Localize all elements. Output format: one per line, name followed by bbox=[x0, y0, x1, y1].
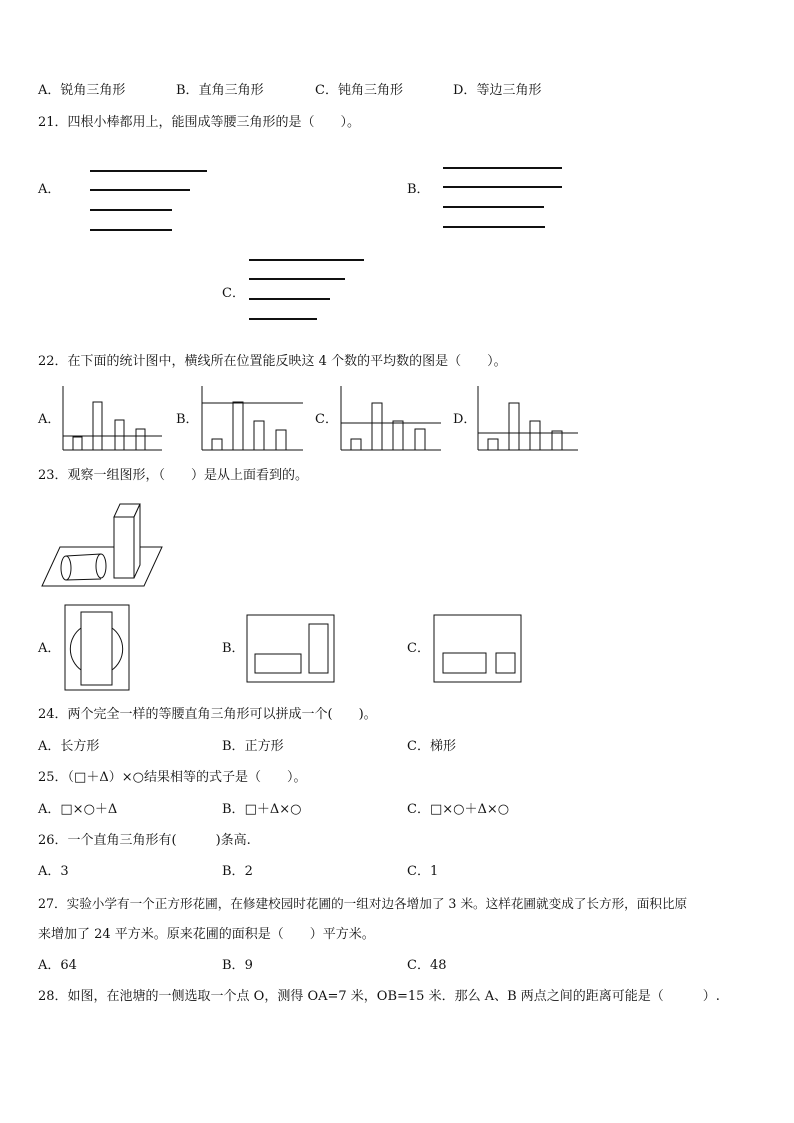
q22-label-a: A． bbox=[38, 412, 61, 427]
q28-stem: 28．如图，在池塘的一侧选取一个点 O，测得 OA=7 米，OB=15 米．那么 A、B 两点之间的距离可能是（ ）. bbox=[38, 989, 720, 1004]
q27-option-c: C．48 bbox=[407, 958, 447, 973]
bar bbox=[351, 439, 361, 450]
bar bbox=[73, 437, 82, 450]
cuboid-side bbox=[134, 504, 140, 578]
q22-chart-b bbox=[201, 386, 303, 452]
q22-stem: 22．在下面的统计图中，横线所在位置能反映这 4 个数的平均数的图是（ ）。 bbox=[38, 354, 507, 369]
bar bbox=[115, 420, 124, 450]
cylinder-end bbox=[61, 556, 71, 580]
q27-stem-line1: 27．实验小学有一个正方形花圃，在修建校园时花圃的一组对边各增加了 3 米。这样花圃就变成了长方形，面积比原 bbox=[38, 896, 688, 911]
q22-label-c: C． bbox=[315, 412, 338, 427]
q21-figure-c bbox=[247, 257, 367, 323]
q23-option-a-view bbox=[64, 604, 130, 692]
q21-label-a: A． bbox=[38, 182, 61, 197]
q22-chart-d bbox=[477, 386, 578, 452]
q26-option-b: B．2 bbox=[222, 864, 253, 879]
q23-label-b: B． bbox=[222, 641, 245, 656]
bar bbox=[488, 439, 498, 450]
q27-stem-line2: 来增加了 24 平方米。原来花圃的面积是（ ）平方米。 bbox=[38, 927, 375, 942]
q27-option-a: A．64 bbox=[38, 958, 77, 973]
q25-option-a: A．□×○＋Δ bbox=[38, 802, 118, 817]
q23-label-c: C． bbox=[407, 641, 430, 656]
q23-scene bbox=[40, 492, 165, 588]
q22-chart-a bbox=[62, 386, 162, 452]
q21-stem: 21．四根小棒都用上，能围成等腰三角形的是（ ）。 bbox=[38, 115, 361, 130]
q21-figure-b bbox=[441, 165, 565, 231]
bar bbox=[276, 430, 286, 450]
bar bbox=[136, 429, 145, 450]
q21-figure-a bbox=[88, 168, 210, 234]
q24-option-a: A．长方形 bbox=[38, 739, 100, 754]
q26-option-c: C．1 bbox=[407, 864, 439, 879]
bar bbox=[393, 421, 403, 450]
bar bbox=[509, 403, 519, 450]
q27-option-b: B．9 bbox=[222, 958, 253, 973]
bar bbox=[415, 429, 425, 450]
q23-option-b-view bbox=[246, 614, 335, 683]
bar bbox=[233, 402, 243, 450]
q22-label-b: B． bbox=[176, 412, 199, 427]
bar bbox=[372, 403, 382, 450]
base-plate bbox=[42, 547, 162, 586]
bar bbox=[212, 439, 222, 450]
q23-stem: 23．观察一组图形，（ ）是从上面看到的。 bbox=[38, 468, 309, 483]
q20-option-b: B．直角三角形 bbox=[176, 83, 264, 98]
q24-stem: 24．两个完全一样的等腰直角三角形可以拼成一个( )。 bbox=[38, 707, 377, 722]
q22-label-d: D． bbox=[453, 412, 477, 427]
q23-option-c-view bbox=[433, 614, 522, 683]
q24-option-b: B．正方形 bbox=[222, 739, 284, 754]
q25-option-b: B．□＋Δ×○ bbox=[222, 802, 302, 817]
q23-label-a: A． bbox=[38, 641, 61, 656]
q21-label-c: C． bbox=[222, 286, 245, 301]
q20-option-d: D．等边三角形 bbox=[453, 83, 542, 98]
bar bbox=[552, 431, 562, 450]
bar bbox=[254, 421, 264, 450]
cuboid-front bbox=[114, 517, 134, 578]
q26-option-a: A．3 bbox=[38, 864, 69, 879]
bar bbox=[530, 421, 540, 450]
q20-option-a: A．锐角三角形 bbox=[38, 83, 126, 98]
bar bbox=[93, 402, 102, 450]
q20-option-c: C．钝角三角形 bbox=[315, 83, 403, 98]
q25-option-c: C．□×○＋Δ×○ bbox=[407, 802, 510, 817]
q21-label-b: B． bbox=[407, 182, 430, 197]
q24-option-c: C．梯形 bbox=[407, 739, 456, 754]
q25-stem: 25．（□＋Δ）×○结果相等的式子是（ ）。 bbox=[38, 770, 307, 785]
q22-chart-c bbox=[340, 386, 441, 452]
cylinder-end bbox=[96, 554, 106, 578]
q26-stem: 26．一个直角三角形有( )条高. bbox=[38, 833, 251, 848]
